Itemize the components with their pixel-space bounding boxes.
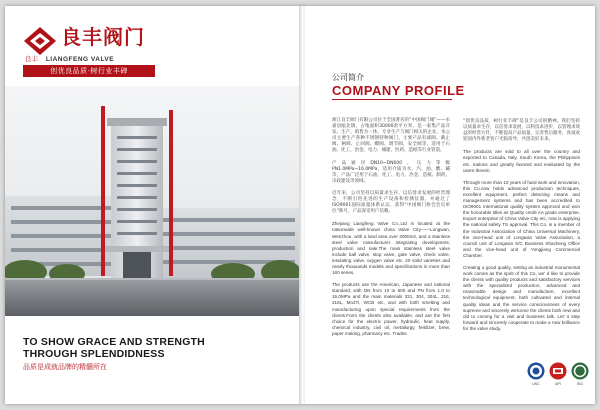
left-page	[5, 6, 299, 404]
factory-building-photo	[5, 86, 299, 316]
left-page-subtitle: 品质是成就品牌的精髓所在	[23, 363, 107, 371]
logo-name-cn: 良丰阀门	[61, 25, 145, 49]
profile-column-right	[463, 119, 580, 338]
profile-heading-cn: 公司简介	[332, 73, 364, 82]
liangfeng-logo-icon	[23, 26, 57, 56]
logo-slogan: 创优良品质·树行业丰碑	[23, 65, 155, 77]
brochure-spread	[5, 6, 595, 404]
cert-label: API	[555, 382, 561, 386]
cert-label: ISO	[576, 382, 584, 386]
paragraph: 近年来，公司坚持以质量求生存、以信誉求发展的经营理念，不断引进先进的生产设备和检测仪器，并通过了ISO9001国际质量体系认证，获得“中国阀门协会会员单位”称号，产品深受用户信赖。	[332, 190, 450, 215]
profile-heading-en: COMPANY PROFILE	[332, 83, 465, 98]
paragraph: 浙江良丰阀门有限公司位于全国著名的“中国阀门城”——永嘉县瓯北镇，占地面积30000余平方米，是一家集产品开发、生产、销售为一体，专业生产与阀门相关的企业。本公司主要生产各种不锈钢特种阀门，主要产品有球阀、截止阀、闸阀、止回阀、蝶阀、调节阀、安全阀等，适用于石油、化工、冶金、电力、城建、医药、造纸等行业管道。	[332, 118, 450, 154]
logo-sub-en: LIANGFENG VALVE	[45, 56, 115, 63]
logo-subline	[25, 54, 114, 63]
company-logo	[23, 24, 173, 84]
paragraph: Through more than 10 years of hard work and innovation, this Co.now holds advanced production techniques, excellent equipment, perfect detecting means and management systems and has been accredited to ISO9001 international quality system approval and won the honorable titles as Quality credit AA grade enterprise, Export enterprise of China Valve City etc, now is applying the national safety TS approval. This Co. is a member of the Industrial Association of China Universal Machinery, the vice-head unit of Longwan Valve Association, a council unit of Longwan S/C Business Shacheng Office and the vice-head unit of Yongjiang Commercial Chamber.	[463, 179, 580, 258]
right-page	[305, 6, 595, 404]
paragraph: Zhejiang Liangfeng Valve Co.,Ltd is located at the nationwide well-known china Valve City——Longwan, Wenzhou, with a land area over 3000m2, and a stainless steel valve manufacturer integrating development, production and sale.The main stainless steel valve include ball valve, stop valve, gate valve, check valve, insulating valve, oxygen valve etc. 20 solid varieties and nearly thousands models and specifications in more than 160 series.	[332, 221, 450, 276]
certification-logos	[527, 362, 589, 392]
cert-label: USC	[532, 382, 540, 386]
paragraph: 产品通径DN10~DN600，压力等级PN1.0MPa~16.0MPa，适用介质为水、汽、油、酸、碱等，产品广泛用于石油、化工、电力、冶金、造纸、制药、市政建设等领域。	[332, 160, 450, 184]
logo-sub-cn: 良丰	[25, 55, 38, 63]
paragraph: Creating a good quality, setting an industrial monumental work comes as the spirit of this Co, we' d like to provide the clients with quality products and satisfactory services with the specialized production, advanced and reasonable design and manufacture, excellent technological equipment, both cultivated and internal quality ideas and the service consciousness of every supreme and sincerely welcome the clients both new and old to coming for a visit and business talk. Let' s step forward and sincerely cooperate to make a new brilliance for the valve study.	[463, 264, 580, 331]
paragraph: The products use the American, Japanese and national standard, with DN from 10 to 600 and PN from 1.0 to 16.0MPa and the main materials 321, 304, 304L, 316, 316L, Mo2Ti, WCB etc, and with both smelting and manufacturing upon special requirements from the clients.Form the clients also available, and are the first choice for the electric power, hydraulic, heat supply, chemical industry, civil oil, metallurgy, fertilizer, brew, paper making, pharmacy etc. Trades.	[332, 282, 450, 336]
paragraph: The products are sold to all over the country and exported to Canada, Italy, South Korea, the Philippines etc. nations and greatly favored and evaluated by the users therein.	[463, 149, 580, 173]
factory-photo-image	[5, 86, 299, 316]
usc-cert-icon	[527, 362, 545, 380]
api-cert-icon	[549, 362, 567, 380]
iso-cert-icon	[571, 362, 589, 380]
paragraph: “创优良品质，树行业丰碑”是良丰公司的精神。我们坚持以质量求生存，以信誉求发展，以科技求进步，以管理求效益的经营方针，不断提高产品质量，完善售后服务，真诚欢迎国内外新老客户光临指导，共创美好未来。	[463, 119, 580, 143]
heading-rule	[332, 99, 452, 100]
left-page-title: TO SHOW GRACE AND STRENGTH THROUGH SPLENDIDNESS	[23, 336, 205, 360]
profile-column-left	[332, 118, 450, 343]
